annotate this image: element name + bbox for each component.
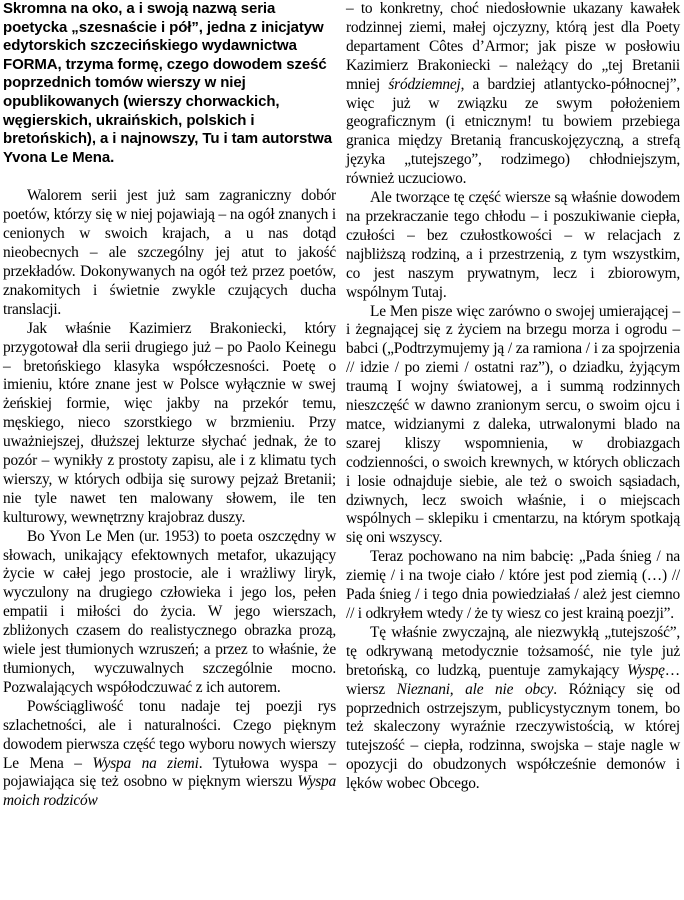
- paragraph-2: Jak właśnie Kazimierz Brakoniecki, który przygotował dla serii drugiego już – po Paolo Keinegu – bretońskiego klasyka współczesności. Poetę o imieniu, które znane jest w Polsce wyłącznie w swej żeńskiej formie, więc jakby na przekór temu, męskiego, nieco szorstkiego w brzmieniu. Przy uważniejszej, dłuższej lekturze słychać jednak, że to pozór – wynikły z prostoty zapisu, ale i z klimatu tych wierszy, w których odbija się surowy pejzaż Bretanii; nie tyle nawet ten malowany słowem, ile ten kulturowy, wewnętrzny krajobraz duszy.: [3, 319, 336, 526]
- paragraph-1: Walorem serii jest już sam zagraniczny dobór poetów, którzy się w niej pojawiają – na ogół znanych i cenionych w swoich krajach, a u nas dotąd nieobecnych – ale szczególny jej atut to jakość przekładów. Dokonywanych na ogół też przez poetów, znakomitych i świetnie zwykle czujących ducha translacji.: [3, 187, 336, 318]
- book-title-italic: Wyspa na ziemi: [92, 754, 199, 772]
- text-run: … wiersz: [346, 661, 680, 698]
- poem-title-italic: Wyspa moich rodziców: [3, 773, 336, 810]
- text-run: , a bardziej atlantycko-północnej”, więc już w związku ze swym położeniem geograficznym (i etnicznym! tu bowiem przebiega granica między Bretanią francuskojęzyczną, a strefą języka „tutejszego”, rodzimego) chłodniejszym, również uczuciowo.: [346, 75, 680, 188]
- text-run: Tę właśnie zwyczajną, ale niezwykłą „tutejszość”, tę odkrywaną metodycznie tożsamość, nie tyle już bretońską, co ludzką, puentuje zamykający: [346, 623, 680, 679]
- book-title-italic: Wyspę: [627, 661, 665, 679]
- paragraph-4-continued: [346, 0, 680, 189]
- paragraph-8: [346, 624, 680, 794]
- text-run: . Tytułowa wyspa – pojawiająca się też osobno w pięknym wierszu: [3, 754, 336, 791]
- paragraph-5: Ale tworzące tę część wiersze są właśnie dowodem na przekraczanie tego chłodu – i poszukiwanie ciepła, czułości – bez czułostkowości – w relacjach z najbliższą rodziną, a i przestrzenią, z tym wszystkim, co jest naszym prywatnym, lecz i zbiorowym, wspólnym Tutaj.: [346, 189, 680, 301]
- text-run: Powściągliwość tonu nadaje tej poezji rys szlachetności, ale i naturalności. Czego pięknym dowodem pierwsza część tego wyboru nowych wierszy Le Mena –: [3, 697, 336, 772]
- paragraph-3: Bo Yvon Le Men (ur. 1953) to poeta oszczędny w słowach, unikający efektownych metafor, ukazujący życie w całej jego prostocie, ale i wrażliwy liryk, wyczulony na drugiego człowieka i jego los, pełen empatii i miłości do życia. W jego wierszach, zbliżonych czasem do realistycznego obrazka prozą, wiele jest tłumionych wzruszeń; a przez to właśnie, że tłumionych, wyczuwalnych szczególnie mocno. Pozwalających współodczuwać z ich autorem.: [3, 527, 336, 696]
- paragraph-7: Teraz pochowano na nim babcię: „Pada śnieg / na ziemię / i na twoje ciało / które jest pod ziemią (…) // Pada śnieg / i tego dnia powiedziałaś / ależ jest ciemno // i odkryłem wtedy / że ty wiesz co jest krainą poezji”.: [346, 548, 680, 622]
- text-run: – to konkretny, choć niedosłownie ukazany kawałek rodzinnej ziemi, małej ojczyzny, którą jest dla Poety departament Côtes d’Armor; jak pisze w posłowiu Kazimierz Brakoniecki – należący do „tej Bretanii mniej: [346, 0, 680, 93]
- poem-title-italic: Nieznani, ale nie obcy: [396, 680, 554, 698]
- paragraph-4-start: [3, 698, 336, 811]
- text-run: . Różniący się od poprzednich ostrzejszym, publicystycznym tonem, bo też skaleczony wyraźnie rzeczywistością, w której tutejszość – ciepła, rodzinna, swojska – staje nagle w opozycji do obudzonych współcześnie demonów i lęków wobec Obcego.: [346, 680, 680, 793]
- right-column: [346, 0, 680, 794]
- paragraph-6: Le Men pisze więc zarówno o swojej umierającej – i żegnającej się z życiem na brzegu morza i ogrodu – babci („Podtrzymujemy ją / za ramiona / i za spojrzenia // idzie / po ziemi / ostatni raz”), o dziadku, żyjącym traumą I wojny światowej, a i summą rodzinnych nieszczęść w dawno zranionym sercu, o swoim ojcu i matce, widzianymi z daleka, utrwalonymi blado na szarej kliszy wspomnienia, w drobiazgach codzienności, o swoich krewnych, w których obliczach i losie odnajduje siebie, ale też o swoich sąsiadach, dziwnych, lecz swoich właśnie, i o miejscach wspólnych – sklepiku i cmentarzu, na którym spotkają się oni wszyscy.: [346, 302, 680, 547]
- article-lead: Skromna na oko, a i swoją nazwą seria poetycka „szesnaście i pół”, jedna z inicjatyw edytorskich szczecińskiego wydawnictwa FORMA, trzyma formę, czego dowodem sześć poprzednich tomów wierszy w niej opublikowanych (wierszy chorwackich, węgierskich, ukraińskich, polskich i bretońskich), a i najnowszy, Tu i tam autorstwa Yvona Le Mena.: [3, 0, 332, 166]
- word-italic: śródziemnej: [388, 75, 461, 93]
- left-column: [3, 0, 336, 811]
